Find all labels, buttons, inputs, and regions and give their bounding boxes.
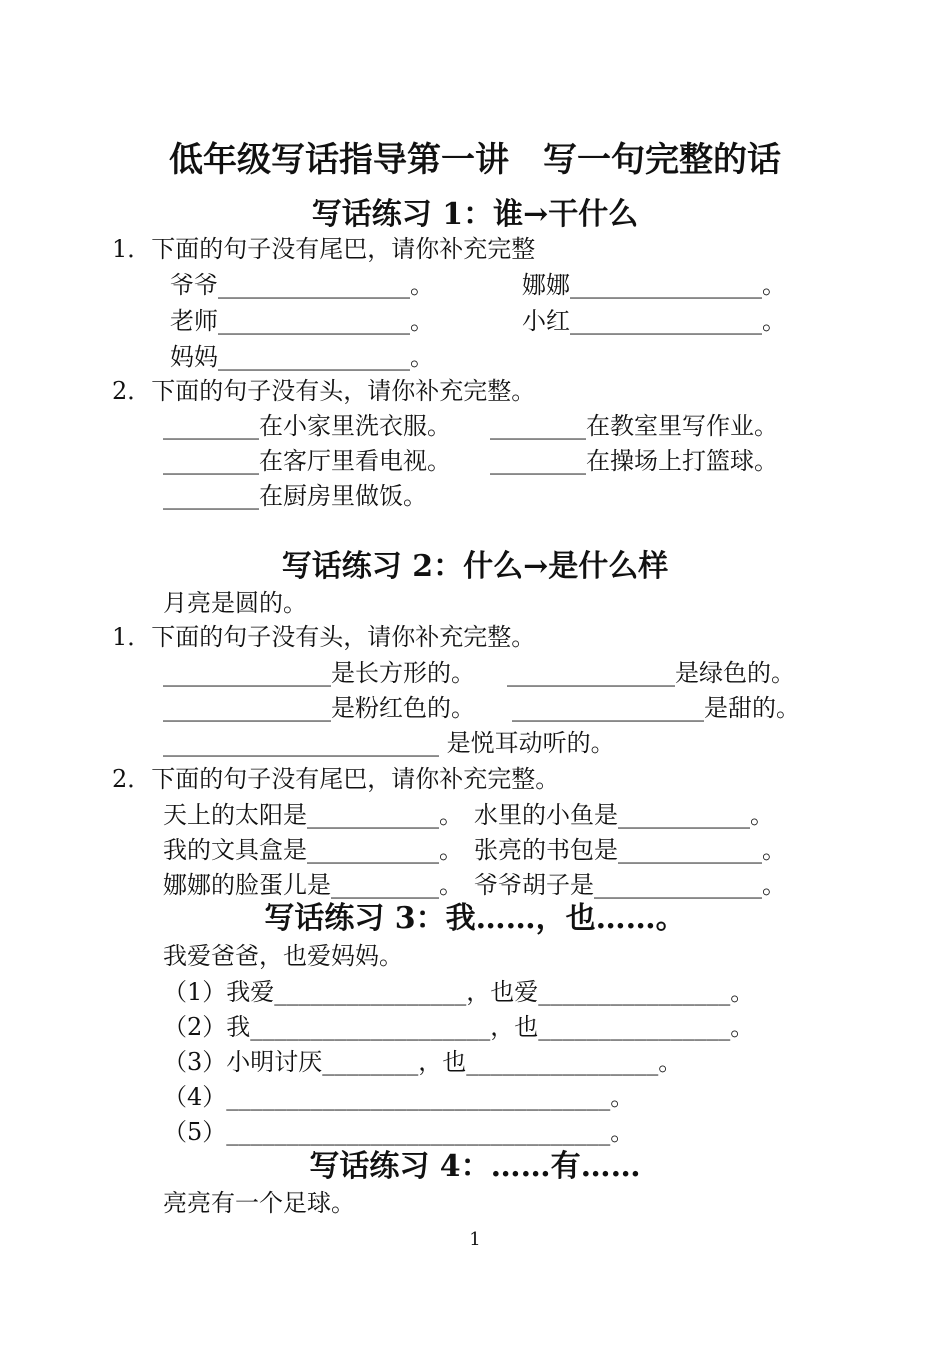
exercise-3-item-1: （1）我爱________________，也爱________________。 xyxy=(163,978,755,1006)
fill-blank-tv: ________在客厅里看电视。 xyxy=(163,447,451,475)
fill-blank-nana: 娜娜________________。 xyxy=(522,271,786,299)
exercise-4-example: 亮亮有一个足球。 xyxy=(163,1189,355,1217)
exercise-3-item-5: （5）________________________________。 xyxy=(163,1118,635,1146)
fill-blank-teacher: 老师________________。 xyxy=(170,307,434,335)
exercise-4-heading: 写话练习 4：……有…… xyxy=(309,1149,641,1184)
exercise-1-question-1: 1．下面的句子没有尾巴，请你补充完整 xyxy=(112,235,536,263)
fill-blank-schoolbag: 张亮的书包是____________。 xyxy=(474,836,786,864)
exercise-3-item-4: （4）________________________________。 xyxy=(163,1083,635,1111)
exercise-3-example: 我爱爸爸，也爱妈妈。 xyxy=(163,942,403,970)
fill-blank-beard: 爷爷胡子是______________。 xyxy=(474,871,786,899)
fill-blank-fish: 水里的小鱼是___________。 xyxy=(474,801,774,829)
fill-blank-basketball: ________在操场上打篮球。 xyxy=(490,447,778,475)
exercise-1-question-2: 2．下面的句子没有头，请你补充完整。 xyxy=(112,377,536,405)
page-number: 1 xyxy=(469,1229,481,1250)
exercise-2-question-2: 2．下面的句子没有尾巴，请你补充完整。 xyxy=(112,765,560,793)
exercise-2-heading: 写话练习 2：什么→是什么样 xyxy=(281,549,669,584)
fill-blank-sun: 天上的太阳是___________。 xyxy=(163,801,463,829)
fill-blank-xiaohong: 小红________________。 xyxy=(522,307,786,335)
fill-blank-pink: ______________是粉红色的。 xyxy=(163,694,475,722)
fill-blank-sweet: ________________是甜的。 xyxy=(512,694,800,722)
fill-blank-green: ______________是绿色的。 xyxy=(507,659,795,687)
fill-blank-rectangle: ______________是长方形的。 xyxy=(163,659,475,687)
exercise-3-item-2: （2）我____________________，也________________。 xyxy=(163,1013,755,1041)
fill-blank-mom: 妈妈________________。 xyxy=(170,343,434,371)
exercise-2-question-1: 1．下面的句子没有头，请你补充完整。 xyxy=(112,623,536,651)
fill-blank-grandpa: 爷爷________________。 xyxy=(170,271,434,299)
fill-blank-pleasant: _______________________ 是悦耳动听的。 xyxy=(163,729,615,757)
fill-blank-homework: ________在教室里写作业。 xyxy=(490,412,778,440)
fill-blank-cooking: ________在厨房里做饭。 xyxy=(163,482,427,510)
exercise-3-heading: 写话练习 3：我……，也……。 xyxy=(264,901,686,936)
fill-blank-pencil-box: 我的文具盒是___________。 xyxy=(163,836,463,864)
exercise-1-heading: 写话练习 1：谁→干什么 xyxy=(311,197,639,232)
fill-blank-laundry: ________在小家里洗衣服。 xyxy=(163,412,451,440)
exercise-3-item-3: （3）小明讨厌________，也________________。 xyxy=(163,1048,683,1076)
exercise-2-example: 月亮是圆的。 xyxy=(163,589,307,617)
document-title: 低年级写话指导第一讲 写一句完整的话 xyxy=(169,140,781,180)
fill-blank-cheeks: 娜娜的脸蛋儿是_________。 xyxy=(163,871,463,899)
